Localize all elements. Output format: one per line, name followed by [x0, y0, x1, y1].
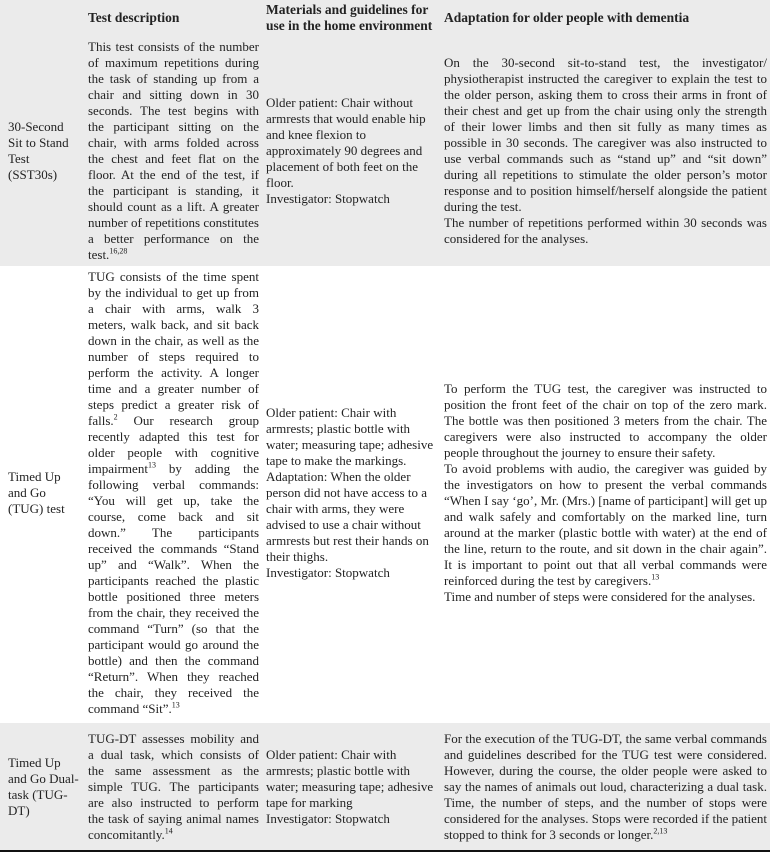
- text-segment: This test consists of the number of maximum repetitions during the task of standing up from a chair and sitting down in 30 seconds. The test begins with the participant sitting on the chair, with arms folded across the chest and feet flat on the floor. At the end of the test, if the participant is standing, it should count as a lift. A greater number of repetitions constitutes a better performance on the test.: [88, 39, 259, 262]
- text-segment: Adaptation: When the older person did not have access to a chair with arms, they were advised to use a chair without armrests but rest their hands on their thighs.: [266, 469, 429, 564]
- header-materials: Materials and guidelines for use in the home environment: [266, 2, 433, 33]
- text-segment: On the 30-second sit-to-stand test, the investigator/ physiotherapist instructed the caregiver to explain the test to the older person, asking them to cross their arms in front of their chest and get up from the chair using only the strength of their lower limbs and then sit fully as many times as possible in 30 seconds. The caregiver was also instructed to use verbal commands such as “stand up” and “sit down” during all repetitions to stimulate the older person’s motor response and to position himself/herself alongside the patient during the test.: [444, 55, 767, 214]
- paragraph: [266, 405, 437, 469]
- header-description: Test description: [88, 10, 180, 25]
- text-segment: Investigator: Stopwatch: [266, 810, 390, 826]
- text-segment: Investigator: Stopwatch: [266, 565, 390, 580]
- paragraph: [88, 269, 259, 717]
- text-segment: Time and number of steps were considered for the analyses.: [444, 589, 756, 604]
- text-segment: To avoid problems with audio, the caregiver was guided by the investigators on how to present the verbal commands “When I say ‘go’, Mr. (Mrs.) [name of participant] will get up and walk safely and comfortably on the marked line, turn around at the marker (plastic bottle with water) at the end of the line, return to the route, and sit down in the chair again”. It is important to point out that all verbal commands were reinforced during the test by caregivers.: [444, 461, 767, 588]
- text-segment: TUG consists of the time spent by the individual to get up from a chair with arms, walk 3 meters, walk back, and sit back down in the chair, as well as the number of steps required to perform the activity. A longer time and a greater number of steps predict a greater risk of falls.: [88, 269, 259, 428]
- paragraph: [444, 55, 767, 215]
- text-segment: For the execution of the TUG-DT, the same verbal commands and guidelines described for the TUG test were considered. However, during the course, the older people were asked to say the names of animals out loud, characterizing a dual task. Time, the number of steps, and the number of stops were considered for the analyses. Stops were recorded if the patient stopped to think for 3 seconds or longer.: [444, 730, 767, 842]
- test-name: 30-Second Sit to Stand Test (SST30s): [8, 119, 69, 182]
- test-adaptation: [440, 36, 770, 266]
- text-segment: Older patient: Chair with armrests; plastic bottle with water; measuring tape; adhesive tape to make the markings.: [266, 405, 434, 468]
- test-description: [84, 723, 262, 851]
- citation-superscript: 13: [171, 700, 180, 710]
- text-segment: Older patient: Chair with armrests; plastic bottle with water; measuring tape; adhesive tape for marking: [266, 746, 434, 810]
- test-adaptation: [440, 266, 770, 720]
- paragraph: [88, 731, 259, 843]
- test-name: Timed Up and Go Dual-task (TUG-DT): [8, 754, 79, 818]
- citation-superscript: 2,13: [653, 826, 668, 836]
- citation-superscript: 16,28: [109, 246, 128, 256]
- header-adaptation: Adaptation for older people with dementia: [444, 10, 690, 25]
- citation-superscript: 14: [164, 826, 173, 836]
- paragraph: [266, 95, 437, 191]
- test-adaptation: [440, 723, 770, 851]
- text-segment: by adding the following verbal commands: “You will get up, take the course, come back and sit down.” The participants received the commands “Stand up” and “Walk”. When the participants reached the plastic bottle positioned three meters from the chair, they received the command “Turn” (so that the participant would go around the bottle) and then the command “Return”. When they reached the chair, they received the command “Sit”.: [88, 461, 259, 716]
- text-segment: The number of repetitions performed within 30 seconds was considered for the analyses.: [444, 215, 767, 246]
- test-description: [84, 36, 262, 266]
- table-row: [0, 36, 770, 266]
- paragraph: [444, 731, 767, 843]
- paragraph: [266, 565, 437, 581]
- citation-superscript: 13: [147, 460, 156, 470]
- text-segment: Our research group recently adapted this test for older people with cognitive impairment: [88, 413, 259, 476]
- test-materials: [262, 266, 440, 720]
- text-segment: To perform the TUG test, the caregiver was instructed to position the front feet of the chair on top of the zero mark. The bottle was then positioned 3 meters from the chair. The caregivers were also instructed to accompany the older people throughout the journey to ensure their safety.: [444, 381, 767, 460]
- citation-superscript: 2: [113, 412, 118, 422]
- paragraph: [266, 811, 437, 827]
- paragraph: [444, 461, 767, 589]
- table-row: [0, 723, 770, 851]
- paragraph: [266, 191, 437, 207]
- paragraph: [444, 381, 767, 461]
- header-row: [0, 0, 770, 36]
- table-row: [0, 266, 770, 720]
- paragraph: [266, 469, 437, 565]
- header-test: [0, 0, 84, 36]
- test-description: [84, 266, 262, 720]
- text-segment: Older patient: Chair without armrests that would enable hip and knee flexion to approximately 90 degrees and placement of both feet on the floor.: [266, 95, 426, 190]
- test-materials: [262, 36, 440, 266]
- paragraph: [444, 589, 767, 605]
- citation-superscript: 13: [651, 572, 660, 582]
- paragraph: [266, 747, 437, 811]
- text-segment: TUG-DT assesses mobility and a dual task, which consists of the same assessment as the simple TUG. The participants are also instructed to perform the task of saying animal names concomitantly.: [88, 730, 259, 842]
- text-segment: Investigator: Stopwatch: [266, 191, 390, 206]
- test-name: Timed Up and Go (TUG) test: [8, 469, 65, 516]
- test-materials: [262, 723, 440, 851]
- paragraph: [88, 39, 259, 263]
- paragraph: [444, 215, 767, 247]
